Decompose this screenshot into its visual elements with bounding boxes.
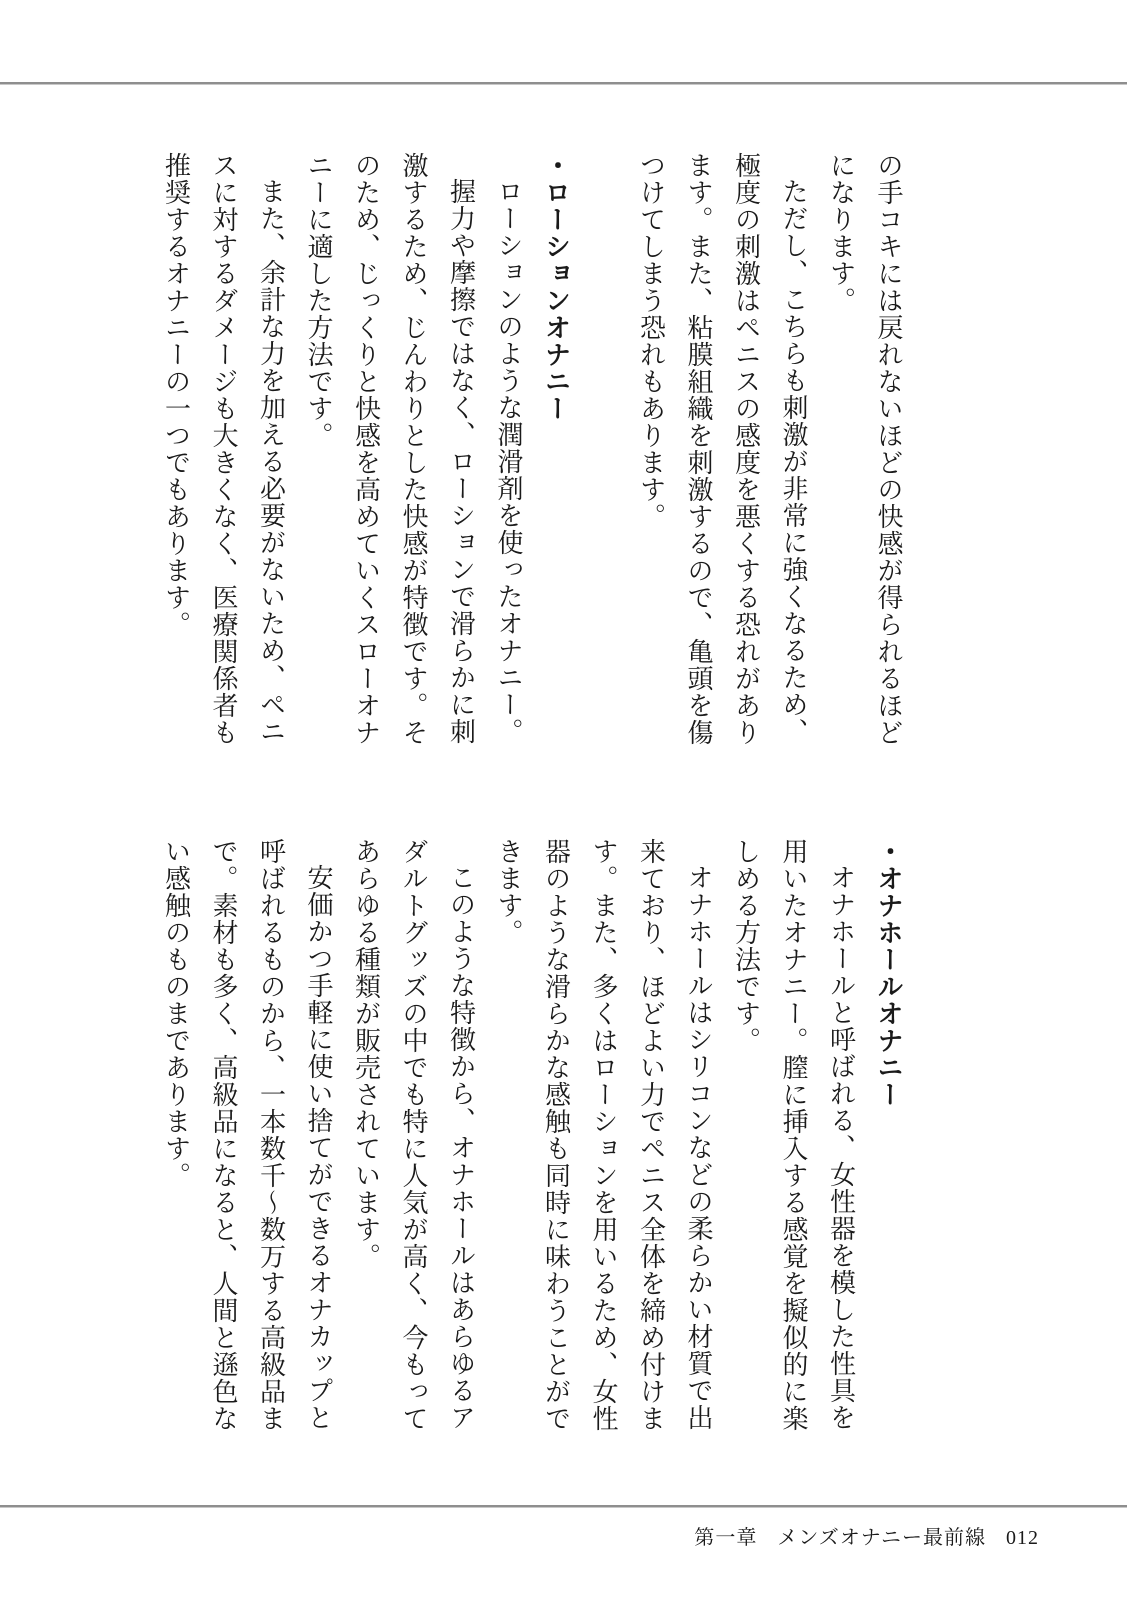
paragraph: 握力や摩擦ではなく、ローションで滑らかに刺激するため、じんわりとした快感が特徴です。そのため、じっくりと快感を高めていくスローオナニーに適した方法です。 <box>304 152 476 746</box>
paragraph-continuation: の手コキには戻れないほどの快感が得られるほどになります。 <box>826 152 903 746</box>
paragraph: 安価かつ手軽に使い捨てができるオナカップと呼ばれるものから、一本数千～数万する高級品まで。素材も多く、高級品になると、人間と遜色ない感触のものまであります。 <box>161 838 333 1432</box>
section-onahole-masturbation <box>152 838 912 1436</box>
paragraph: このような特徴から、オナホールはあらゆるアダルトグッズの中でも特に人気が高く、今もってあらゆる種類が販売されています。 <box>351 838 476 1432</box>
chapter-label: 第一章 <box>694 1527 758 1549</box>
paragraph: また、余計な力を加える必要がないため、ペニスに対するダメージも大きくなく、医療関係者も推奨するオナニーの一つでもあります。 <box>161 152 286 746</box>
paragraph: ただし、こちらも刺激が非常に強くなるため、極度の刺激はペニスの感度を悪くする恐れがあります。また、粘膜組織を刺激するので、亀頭を傷つけてしまう恐れもあります。 <box>636 152 808 746</box>
section-lotion-masturbation <box>152 152 912 750</box>
paragraph: オナホールと呼ばれる、女性器を模した性具を用いたオナニー。膣に挿入する感覚を擬似的に楽しめる方法です。 <box>731 838 856 1432</box>
chapter-title: メンズオナニー最前線 <box>777 1527 986 1549</box>
top-divider-rule <box>0 82 1127 85</box>
section-heading-onahole: ・オナホールオナニー <box>874 838 904 1108</box>
paragraph: ローションのような潤滑剤を使ったオナニー。 <box>494 178 523 745</box>
bottom-divider-rule <box>0 1505 1127 1508</box>
paragraph: オナホールはシリコンなどの柔らかい材質で出来ており、ほどよい力でペニス全体を締め付けます。また、多くはローションを用いるため、女性器のような滑らかな感触も同時に味わうことができます。 <box>494 838 713 1432</box>
page-footer <box>694 1521 1039 1550</box>
page-number: 012 <box>1006 1527 1039 1549</box>
section-heading-lotion: ・ローションオナニー <box>541 152 572 422</box>
